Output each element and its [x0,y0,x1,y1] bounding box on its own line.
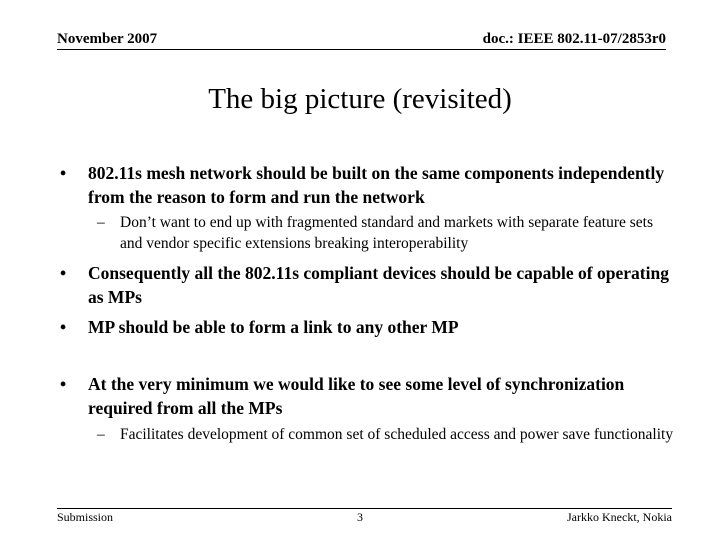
slide-title: The big picture (revisited) [208,83,512,115]
dash-marker-icon: – [97,426,105,443]
header-divider [57,49,666,50]
bullet-text: Consequently all the 802.11s compliant devices should be capable of operating as MPs [88,263,669,307]
bullet-item [60,261,680,309]
bullet-text: MP should be able to form a link to any other MP [88,317,459,337]
bullet-marker-icon: • [60,163,67,183]
bullet-marker-icon: • [60,317,67,337]
sub-bullet-item [97,212,677,254]
sub-bullet-text: Facilitates development of common set of scheduled access and power save functionality [120,426,674,443]
footer-author: Jarkko Kneckt, Nokia [567,510,672,524]
bullet-item [60,161,680,209]
bullet-text: At the very minimum we would like to see some level of synchronization required from all the MPs [88,374,625,418]
sub-bullet-item [97,424,677,445]
sub-bullet-text: Don’t want to end up with fragmented standard and markets with separate feature sets and vendor specific extensions breaking interoperability [120,214,654,252]
bullet-item [60,315,680,339]
bullet-marker-icon: • [60,374,67,394]
header-doc-id: doc.: IEEE 802.11-07/2853r0 [482,31,666,47]
header-date: November 2007 [57,31,158,47]
page-number: 3 [357,510,363,524]
bullet-item [60,372,680,420]
bullet-marker-icon: • [60,263,67,283]
footer-submission: Submission [57,510,114,524]
bullet-text: 802.11s mesh network should be built on the same components independently from the reason to form and run the network [88,163,665,207]
footer-divider [57,508,672,509]
dash-marker-icon: – [97,214,105,231]
